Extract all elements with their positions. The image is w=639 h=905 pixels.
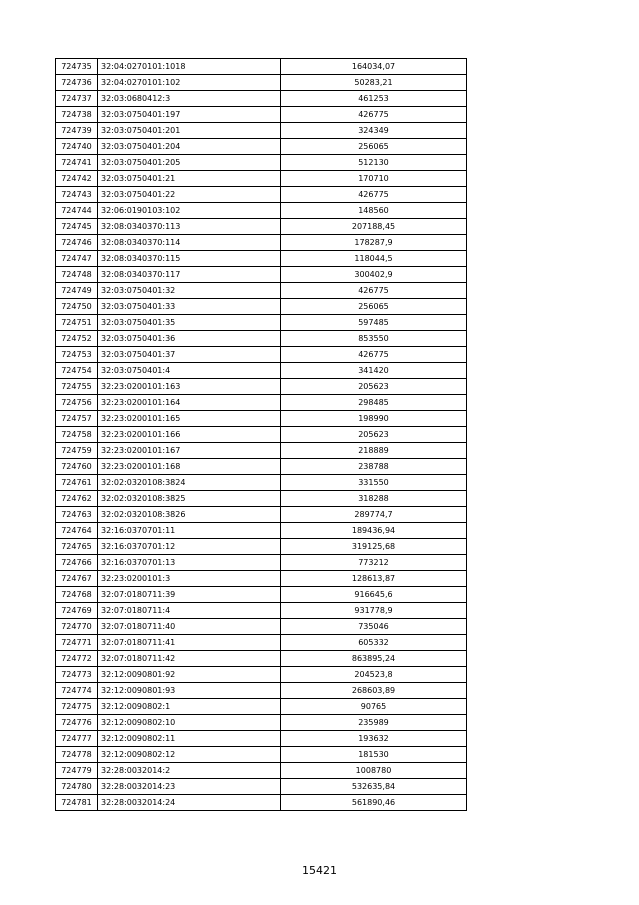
cadastral-value-cell: 205623 (281, 379, 467, 395)
cadastral-number-cell: 32:23:0200101:164 (98, 395, 281, 411)
row-id-cell: 724750 (56, 299, 98, 315)
row-id-cell: 724769 (56, 603, 98, 619)
row-id-cell: 724753 (56, 347, 98, 363)
cadastral-value-table (55, 58, 467, 811)
row-id-cell: 724748 (56, 267, 98, 283)
row-id-cell: 724758 (56, 427, 98, 443)
cadastral-value-cell: 324349 (281, 123, 467, 139)
table-row (56, 379, 467, 395)
cadastral-value-cell: 90765 (281, 699, 467, 715)
cadastral-value-cell: 319125,68 (281, 539, 467, 555)
table-row (56, 731, 467, 747)
row-id-cell: 724756 (56, 395, 98, 411)
cadastral-number-cell: 32:03:0680412:3 (98, 91, 281, 107)
row-id-cell: 724764 (56, 523, 98, 539)
cadastral-number-cell: 32:12:0090802:1 (98, 699, 281, 715)
cadastral-number-cell: 32:28:0032014:23 (98, 779, 281, 795)
cadastral-value-cell: 300402,9 (281, 267, 467, 283)
row-id-cell: 724741 (56, 155, 98, 171)
cadastral-value-cell: 204523,8 (281, 667, 467, 683)
table-body (56, 59, 467, 811)
cadastral-number-cell: 32:12:0090802:10 (98, 715, 281, 731)
cadastral-number-cell: 32:03:0750401:33 (98, 299, 281, 315)
table-row (56, 267, 467, 283)
table-row (56, 363, 467, 379)
row-id-cell: 724773 (56, 667, 98, 683)
cadastral-number-cell: 32:23:0200101:167 (98, 443, 281, 459)
cadastral-value-cell: 298485 (281, 395, 467, 411)
table-row (56, 763, 467, 779)
cadastral-number-cell: 32:04:0270101:1018 (98, 59, 281, 75)
cadastral-value-cell: 235989 (281, 715, 467, 731)
cadastral-value-cell: 735046 (281, 619, 467, 635)
row-id-cell: 724775 (56, 699, 98, 715)
cadastral-number-cell: 32:28:0032014:2 (98, 763, 281, 779)
page-number: 15421 (302, 864, 337, 877)
row-id-cell: 724755 (56, 379, 98, 395)
cadastral-number-cell: 32:23:0200101:165 (98, 411, 281, 427)
cadastral-value-cell: 181530 (281, 747, 467, 763)
table-row (56, 683, 467, 699)
table-row (56, 315, 467, 331)
table-row (56, 123, 467, 139)
table-row (56, 715, 467, 731)
cadastral-value-cell: 207188,45 (281, 219, 467, 235)
cadastral-value-cell: 256065 (281, 299, 467, 315)
cadastral-value-cell: 238788 (281, 459, 467, 475)
cadastral-number-cell: 32:02:0320108:3826 (98, 507, 281, 523)
cadastral-value-cell: 50283,21 (281, 75, 467, 91)
cadastral-value-cell: 268603,89 (281, 683, 467, 699)
table-row (56, 555, 467, 571)
cadastral-number-cell: 32:23:0200101:3 (98, 571, 281, 587)
row-id-cell: 724776 (56, 715, 98, 731)
row-id-cell: 724739 (56, 123, 98, 139)
cadastral-value-cell: 289774,7 (281, 507, 467, 523)
cadastral-value-cell: 170710 (281, 171, 467, 187)
table-row (56, 779, 467, 795)
table-row (56, 171, 467, 187)
row-id-cell: 724763 (56, 507, 98, 523)
row-id-cell: 724762 (56, 491, 98, 507)
row-id-cell: 724772 (56, 651, 98, 667)
table-row (56, 587, 467, 603)
cadastral-value-cell: 532635,84 (281, 779, 467, 795)
row-id-cell: 724747 (56, 251, 98, 267)
table-row (56, 603, 467, 619)
row-id-cell: 724743 (56, 187, 98, 203)
cadastral-number-cell: 32:06:0190103:102 (98, 203, 281, 219)
table-row (56, 795, 467, 811)
table-row (56, 411, 467, 427)
cadastral-number-cell: 32:12:0090801:93 (98, 683, 281, 699)
cadastral-value-cell: 426775 (281, 187, 467, 203)
table-row (56, 619, 467, 635)
table-row (56, 699, 467, 715)
cadastral-value-cell: 853550 (281, 331, 467, 347)
row-id-cell: 724742 (56, 171, 98, 187)
row-id-cell: 724771 (56, 635, 98, 651)
row-id-cell: 724752 (56, 331, 98, 347)
cadastral-value-cell: 205623 (281, 427, 467, 443)
cadastral-number-cell: 32:08:0340370:114 (98, 235, 281, 251)
cadastral-value-cell: 193632 (281, 731, 467, 747)
table-row (56, 107, 467, 123)
cadastral-number-cell: 32:03:0750401:36 (98, 331, 281, 347)
row-id-cell: 724746 (56, 235, 98, 251)
table-row (56, 747, 467, 763)
cadastral-value-cell: 218889 (281, 443, 467, 459)
table-row (56, 59, 467, 75)
table-row (56, 395, 467, 411)
row-id-cell: 724754 (56, 363, 98, 379)
table-row (56, 427, 467, 443)
cadastral-number-cell: 32:07:0180711:39 (98, 587, 281, 603)
cadastral-value-cell: 931778,9 (281, 603, 467, 619)
table-row (56, 539, 467, 555)
table-row (56, 651, 467, 667)
cadastral-number-cell: 32:03:0750401:205 (98, 155, 281, 171)
cadastral-number-cell: 32:16:0370701:13 (98, 555, 281, 571)
row-id-cell: 724761 (56, 475, 98, 491)
cadastral-number-cell: 32:12:0090802:11 (98, 731, 281, 747)
cadastral-value-cell: 331550 (281, 475, 467, 491)
table-row (56, 283, 467, 299)
cadastral-value-cell: 597485 (281, 315, 467, 331)
cadastral-number-cell: 32:02:0320108:3824 (98, 475, 281, 491)
cadastral-number-cell: 32:28:0032014:24 (98, 795, 281, 811)
cadastral-number-cell: 32:12:0090802:12 (98, 747, 281, 763)
cadastral-number-cell: 32:12:0090801:92 (98, 667, 281, 683)
row-id-cell: 724745 (56, 219, 98, 235)
row-id-cell: 724779 (56, 763, 98, 779)
row-id-cell: 724737 (56, 91, 98, 107)
table-row (56, 219, 467, 235)
cadastral-number-cell: 32:08:0340370:113 (98, 219, 281, 235)
row-id-cell: 724760 (56, 459, 98, 475)
cadastral-number-cell: 32:03:0750401:204 (98, 139, 281, 155)
cadastral-value-cell: 318288 (281, 491, 467, 507)
table-row (56, 299, 467, 315)
table-row (56, 347, 467, 363)
row-id-cell: 724768 (56, 587, 98, 603)
cadastral-value-cell: 118044,5 (281, 251, 467, 267)
cadastral-number-cell: 32:02:0320108:3825 (98, 491, 281, 507)
cadastral-value-cell: 426775 (281, 107, 467, 123)
cadastral-number-cell: 32:08:0340370:117 (98, 267, 281, 283)
cadastral-number-cell: 32:03:0750401:32 (98, 283, 281, 299)
cadastral-number-cell: 32:04:0270101:102 (98, 75, 281, 91)
row-id-cell: 724777 (56, 731, 98, 747)
row-id-cell: 724778 (56, 747, 98, 763)
row-id-cell: 724749 (56, 283, 98, 299)
cadastral-value-cell: 341420 (281, 363, 467, 379)
row-id-cell: 724735 (56, 59, 98, 75)
table-row (56, 443, 467, 459)
row-id-cell: 724767 (56, 571, 98, 587)
row-id-cell: 724738 (56, 107, 98, 123)
cadastral-number-cell: 32:03:0750401:35 (98, 315, 281, 331)
cadastral-number-cell: 32:03:0750401:201 (98, 123, 281, 139)
row-id-cell: 724759 (56, 443, 98, 459)
table-row (56, 475, 467, 491)
cadastral-number-cell: 32:08:0340370:115 (98, 251, 281, 267)
cadastral-value-cell: 916645,6 (281, 587, 467, 603)
row-id-cell: 724774 (56, 683, 98, 699)
table-row (56, 139, 467, 155)
cadastral-number-cell: 32:03:0750401:37 (98, 347, 281, 363)
row-id-cell: 724751 (56, 315, 98, 331)
cadastral-value-cell: 512130 (281, 155, 467, 171)
table-row (56, 203, 467, 219)
cadastral-number-cell: 32:03:0750401:22 (98, 187, 281, 203)
cadastral-number-cell: 32:23:0200101:163 (98, 379, 281, 395)
table-row (56, 459, 467, 475)
cadastral-value-cell: 773212 (281, 555, 467, 571)
cadastral-number-cell: 32:07:0180711:40 (98, 619, 281, 635)
cadastral-number-cell: 32:03:0750401:21 (98, 171, 281, 187)
table-row (56, 523, 467, 539)
cadastral-value-cell: 178287,9 (281, 235, 467, 251)
cadastral-value-cell: 605332 (281, 635, 467, 651)
table-row (56, 75, 467, 91)
row-id-cell: 724780 (56, 779, 98, 795)
cadastral-value-cell: 164034,07 (281, 59, 467, 75)
cadastral-value-cell: 461253 (281, 91, 467, 107)
row-id-cell: 724740 (56, 139, 98, 155)
cadastral-number-cell: 32:07:0180711:41 (98, 635, 281, 651)
cadastral-value-cell: 426775 (281, 283, 467, 299)
cadastral-value-cell: 148560 (281, 203, 467, 219)
table-row (56, 507, 467, 523)
table-row (56, 491, 467, 507)
cadastral-value-cell: 198990 (281, 411, 467, 427)
table-row (56, 667, 467, 683)
cadastral-number-cell: 32:16:0370701:12 (98, 539, 281, 555)
table-row (56, 635, 467, 651)
cadastral-value-cell: 128613,87 (281, 571, 467, 587)
cadastral-number-cell: 32:16:0370701:11 (98, 523, 281, 539)
row-id-cell: 724770 (56, 619, 98, 635)
cadastral-value-cell: 426775 (281, 347, 467, 363)
cadastral-number-cell: 32:23:0200101:166 (98, 427, 281, 443)
table-row (56, 91, 467, 107)
cadastral-value-cell: 561890,46 (281, 795, 467, 811)
row-id-cell: 724766 (56, 555, 98, 571)
row-id-cell: 724765 (56, 539, 98, 555)
cadastral-value-cell: 1008780 (281, 763, 467, 779)
cadastral-number-cell: 32:07:0180711:42 (98, 651, 281, 667)
row-id-cell: 724757 (56, 411, 98, 427)
table-row (56, 331, 467, 347)
cadastral-value-cell: 256065 (281, 139, 467, 155)
cadastral-value-cell: 189436,94 (281, 523, 467, 539)
cadastral-number-cell: 32:03:0750401:197 (98, 107, 281, 123)
row-id-cell: 724781 (56, 795, 98, 811)
cadastral-number-cell: 32:23:0200101:168 (98, 459, 281, 475)
cadastral-number-cell: 32:07:0180711:4 (98, 603, 281, 619)
table-row (56, 251, 467, 267)
table-row (56, 235, 467, 251)
table-row (56, 571, 467, 587)
cadastral-number-cell: 32:03:0750401:4 (98, 363, 281, 379)
cadastral-value-cell: 863895,24 (281, 651, 467, 667)
row-id-cell: 724736 (56, 75, 98, 91)
table-row (56, 187, 467, 203)
table-row (56, 155, 467, 171)
row-id-cell: 724744 (56, 203, 98, 219)
